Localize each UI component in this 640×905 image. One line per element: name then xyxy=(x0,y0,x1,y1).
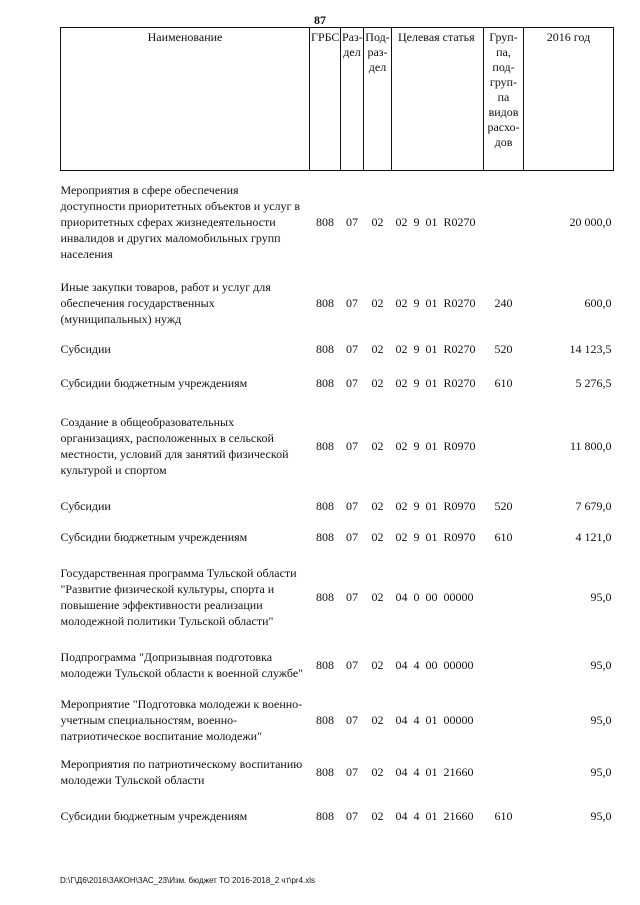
row-grbs: 808 xyxy=(316,808,334,823)
row-razdel: 07 xyxy=(346,498,358,513)
row-group-code: 610 xyxy=(494,376,513,390)
row-grbs: 808 xyxy=(316,376,334,390)
row-razdel: 07 xyxy=(346,438,358,453)
row-razdel: 07 xyxy=(346,712,358,727)
row-group-code: 520 xyxy=(494,342,513,356)
row-name: Создание в общеобразовательных организациях, расположенных в сельской местности, условий для занятий физической культурой и спортом xyxy=(60,414,289,477)
table-row xyxy=(61,795,614,837)
row-group-code: 240 xyxy=(494,295,513,310)
row-podrazdel: 02 xyxy=(371,589,384,604)
table-row xyxy=(61,333,614,366)
row-target-code: 02 9 01 R0970 xyxy=(395,530,476,544)
row-name: Субсидии xyxy=(60,498,111,513)
row-group-code: 610 xyxy=(494,530,513,544)
row-razdel: 07 xyxy=(346,657,358,672)
table-row xyxy=(61,554,614,640)
header-name: Наименование xyxy=(61,28,310,171)
header-grbs: ГРБС xyxy=(310,28,341,171)
row-group-code: 610 xyxy=(494,808,513,823)
row-target-code: 02 9 01 R0270 xyxy=(395,295,476,310)
row-target-code: 02 9 01 R0270 xyxy=(395,214,476,229)
row-amount: 4 121,0 xyxy=(575,530,612,544)
row-group-code xyxy=(484,690,524,750)
row-podrazdel: 02 xyxy=(371,530,384,544)
row-amount: 95,0 xyxy=(590,657,612,672)
row-target-code: 04 4 00 00000 xyxy=(395,657,474,672)
row-podrazdel: 02 xyxy=(371,808,384,823)
row-podrazdel: 02 xyxy=(371,438,384,453)
row-podrazdel: 02 xyxy=(371,498,384,513)
row-razdel: 07 xyxy=(346,765,358,779)
header-group: Груп-па, под-груп-па видов расхо-дов xyxy=(484,28,524,171)
table-row xyxy=(61,491,614,521)
row-amount: 95,0 xyxy=(590,808,612,823)
row-podrazdel: 02 xyxy=(371,657,384,672)
row-target-code: 04 4 01 00000 xyxy=(395,712,474,727)
header-podrazdel: Под-раз-дел xyxy=(364,28,392,171)
row-razdel: 07 xyxy=(346,295,358,310)
page-number: 87 xyxy=(314,13,326,27)
row-name: Мероприятия в сфере обеспечения доступности приоритетных объектов и услуг в приоритетных сферах жизнедеятельности инвалидов и других маломобильных групп населения xyxy=(60,182,301,261)
row-target-code: 02 9 01 R0970 xyxy=(395,498,476,513)
row-razdel: 07 xyxy=(346,342,358,356)
header-razdel: Раз-дел xyxy=(341,28,364,171)
row-podrazdel: 02 xyxy=(371,295,384,310)
row-podrazdel: 02 xyxy=(371,214,384,229)
row-name: Подпрограмма "Допризывная подготовка молодежи Тульской области к военной службе" xyxy=(60,649,304,680)
row-target-code: 04 4 01 21660 xyxy=(395,808,474,823)
row-name: Субсидии бюджетным учреждениям xyxy=(60,376,248,390)
row-amount: 14 123,5 xyxy=(569,342,612,356)
table-row xyxy=(61,273,614,333)
row-grbs: 808 xyxy=(316,589,334,604)
row-grbs: 808 xyxy=(316,657,334,672)
row-amount: 20 000,0 xyxy=(569,214,612,229)
row-razdel: 07 xyxy=(346,589,358,604)
row-podrazdel: 02 xyxy=(371,712,384,727)
row-grbs: 808 xyxy=(316,438,334,453)
row-name: Иные закупки товаров, работ и услуг для обеспечения государственных (муниципальных) нужд xyxy=(60,279,271,326)
table-header xyxy=(61,28,614,171)
header-target: Целевая статья xyxy=(392,28,484,171)
row-name: Субсидии xyxy=(60,342,111,356)
row-grbs: 808 xyxy=(316,295,334,310)
row-name: Государственная программа Тульской области "Развитие физической культуры, спорта и повышение эффективности реализации молодежной политики Тульской области" xyxy=(60,565,297,628)
table-row xyxy=(61,750,614,795)
row-name: Мероприятие "Подготовка молодежи к военно-учетным специальностям, военно-патриотическое воспитание молодежи" xyxy=(60,696,303,743)
table-row xyxy=(61,690,614,750)
row-group-code: 520 xyxy=(494,498,513,513)
row-group-code xyxy=(484,171,524,273)
table-row xyxy=(61,171,614,273)
row-group-code xyxy=(484,554,524,640)
table-row xyxy=(61,401,614,491)
row-razdel: 07 xyxy=(346,214,358,229)
row-target-code: 02 9 01 R0970 xyxy=(395,438,476,453)
row-group-code xyxy=(484,750,524,795)
table-row xyxy=(61,521,614,554)
row-target-code: 02 9 01 R0270 xyxy=(395,342,476,356)
row-podrazdel: 02 xyxy=(371,376,384,390)
row-grbs: 808 xyxy=(316,214,334,229)
row-name: Субсидии бюджетным учреждениям xyxy=(60,530,248,544)
row-grbs: 808 xyxy=(316,342,334,356)
row-amount: 600,0 xyxy=(584,295,612,310)
table-row xyxy=(61,366,614,401)
row-grbs: 808 xyxy=(316,712,334,727)
row-amount: 5 276,5 xyxy=(575,376,612,390)
row-amount: 95,0 xyxy=(590,765,612,779)
row-grbs: 808 xyxy=(316,498,334,513)
footer-file-path: D:\Г\Д6\2016\ЗАКОН\ЗАС_23\Изм. бюджет ТО 2016-2018_2 чт\pr4.xls xyxy=(60,876,316,885)
row-target-code: 04 0 00 00000 xyxy=(395,589,474,604)
header-year: 2016 год xyxy=(524,28,614,171)
row-podrazdel: 02 xyxy=(371,765,384,779)
row-amount: 95,0 xyxy=(590,712,612,727)
row-name: Субсидии бюджетным учреждениям xyxy=(60,808,248,823)
row-target-code: 02 9 01 R0270 xyxy=(395,376,476,390)
budget-table xyxy=(60,27,614,837)
table-body xyxy=(61,171,614,837)
row-group-code xyxy=(484,640,524,690)
row-target-code: 04 4 01 21660 xyxy=(395,765,474,779)
row-group-code xyxy=(484,401,524,491)
row-podrazdel: 02 xyxy=(371,342,384,356)
table-row xyxy=(61,640,614,690)
row-name: Мероприятия по патриотическому воспитанию молодежи Тульской области xyxy=(60,757,303,787)
row-razdel: 07 xyxy=(346,376,358,390)
row-razdel: 07 xyxy=(346,530,358,544)
row-amount: 95,0 xyxy=(590,589,612,604)
row-amount: 7 679,0 xyxy=(575,498,612,513)
row-amount: 11 800,0 xyxy=(569,438,612,453)
row-razdel: 07 xyxy=(346,808,358,823)
row-grbs: 808 xyxy=(316,530,334,544)
row-grbs: 808 xyxy=(316,765,334,779)
